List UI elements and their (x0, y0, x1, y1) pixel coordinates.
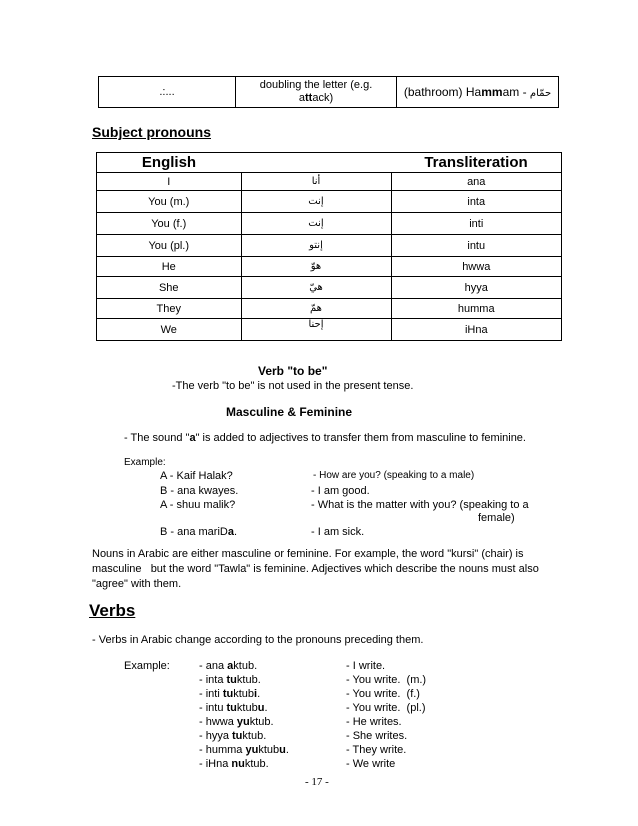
pronoun-arabic: هوّ (241, 257, 391, 277)
pronoun-translit: intu (391, 235, 562, 257)
top-table (98, 76, 559, 108)
pronoun-translit: hyya (391, 277, 562, 299)
pronoun-row (97, 257, 562, 277)
pronoun-arabic: هيّ (241, 277, 391, 299)
example-left-3: A - shuu malik? (160, 499, 236, 511)
pronoun-arabic: إنتو (241, 235, 391, 257)
masc-fem-note: - The sound "a" is added to adjectives to transfer them from masculine to feminine. (124, 432, 526, 444)
verbs-note: - Verbs in Arabic change according to the pronouns preceding them. (92, 634, 424, 646)
example-left-1: A - Kaif Halak? (160, 470, 233, 482)
pronoun-arabic: إحنا (241, 319, 391, 341)
page-number: - 17 - (305, 776, 329, 788)
example-right-1: - How are you? (speaking to a male) (313, 470, 475, 481)
pronoun-translit: hwwa (391, 257, 562, 277)
verb-to-be-title: Verb "to be" (258, 364, 328, 378)
pronoun-arabic: إنت (241, 213, 391, 235)
verb-form: - inti tuktubi. (199, 688, 261, 700)
pronoun-row (97, 319, 562, 341)
top-cell-description (236, 77, 397, 108)
verb-form: - inta tuktub. (199, 674, 261, 686)
header-arabic (241, 153, 391, 173)
pronouns-table (96, 152, 562, 341)
header-translit: Transliteration (391, 153, 562, 173)
verb-translation: - You write. (pl.) (346, 702, 426, 714)
pronoun-english: You (m.) (97, 191, 242, 213)
verb-translation: - You write. (m.) (346, 674, 427, 686)
top-cell-example: (bathroom) Hammam - حمّام (397, 77, 559, 108)
verb-form: - iHna nuktub. (199, 758, 269, 770)
top-desc-line1: doubling the letter (e.g. (259, 79, 373, 91)
pronoun-row (97, 173, 562, 191)
pronoun-translit: inta (391, 191, 562, 213)
pronoun-translit: iHna (391, 319, 562, 341)
nouns-paragraph-line2: masculine but the word "Tawla" is feminine. Adjectives which describe the nouns must also (92, 563, 539, 575)
verb-form: - hyya tuktub. (199, 730, 267, 742)
pronoun-arabic: أنا (241, 173, 391, 191)
verb-translation: - They write. (346, 744, 407, 756)
pronoun-row (97, 277, 562, 299)
pronoun-row (97, 191, 562, 213)
verb-translation: - I write. (346, 660, 386, 672)
pronoun-english: We (97, 319, 242, 341)
verb-form: - humma yuktubu. (199, 744, 289, 756)
pronoun-english: You (pl.) (97, 235, 242, 257)
verbs-example-label: Example: (124, 660, 170, 672)
top-cell-symbol: .:... (99, 77, 236, 108)
example-left-2: B - ana kwayes. (160, 485, 239, 497)
pronoun-english: I (97, 173, 242, 191)
example-right-3b: female) (478, 512, 515, 524)
nouns-paragraph (92, 547, 562, 592)
pronoun-translit: ana (391, 173, 562, 191)
pronoun-translit: humma (391, 299, 562, 319)
pronoun-row (97, 235, 562, 257)
verb-translation: - She writes. (346, 730, 408, 742)
pronoun-arabic: همّ (241, 299, 391, 319)
subject-pronouns-heading: Subject pronouns (92, 124, 211, 140)
pronoun-arabic: إنت (241, 191, 391, 213)
example-right-2: - I am good. (311, 485, 370, 497)
header-english: English (97, 153, 242, 173)
pronoun-english: He (97, 257, 242, 277)
nouns-paragraph-line3: "agree" with them. (92, 578, 182, 590)
masc-fem-title: Masculine & Feminine (226, 405, 353, 419)
verb-form: - ana aktub. (199, 660, 258, 672)
example-left-4: B - ana mariDa. (160, 526, 238, 538)
verbs-heading: Verbs (89, 601, 136, 620)
top-desc-line2: attack) (298, 92, 334, 104)
verb-to-be-note: -The verb "to be" is not used in the present tense. (172, 380, 414, 392)
verb-translation: - He writes. (346, 716, 402, 728)
masc-fem-example-label: Example: (124, 457, 166, 468)
pronoun-translit: inti (391, 213, 562, 235)
pronoun-english: You (f.) (97, 213, 242, 235)
arabic-hammam: حمّام (529, 88, 552, 99)
pronoun-english: They (97, 299, 242, 319)
example-right-3: - What is the matter with you? (speaking to a (311, 499, 529, 511)
verb-form: - intu tuktubu. (199, 702, 268, 714)
pronoun-row (97, 299, 562, 319)
nouns-paragraph-line1: Nouns in Arabic are either masculine or feminine. For example, the word "kursi" (chair) is (92, 548, 524, 560)
pronoun-english: She (97, 277, 242, 299)
example-right-4: - I am sick. (311, 526, 365, 538)
verb-form: - hwwa yuktub. (199, 716, 274, 728)
pronoun-row (97, 213, 562, 235)
verb-translation: - You write. (f.) (346, 688, 420, 700)
verb-translation: - We write (346, 758, 396, 770)
